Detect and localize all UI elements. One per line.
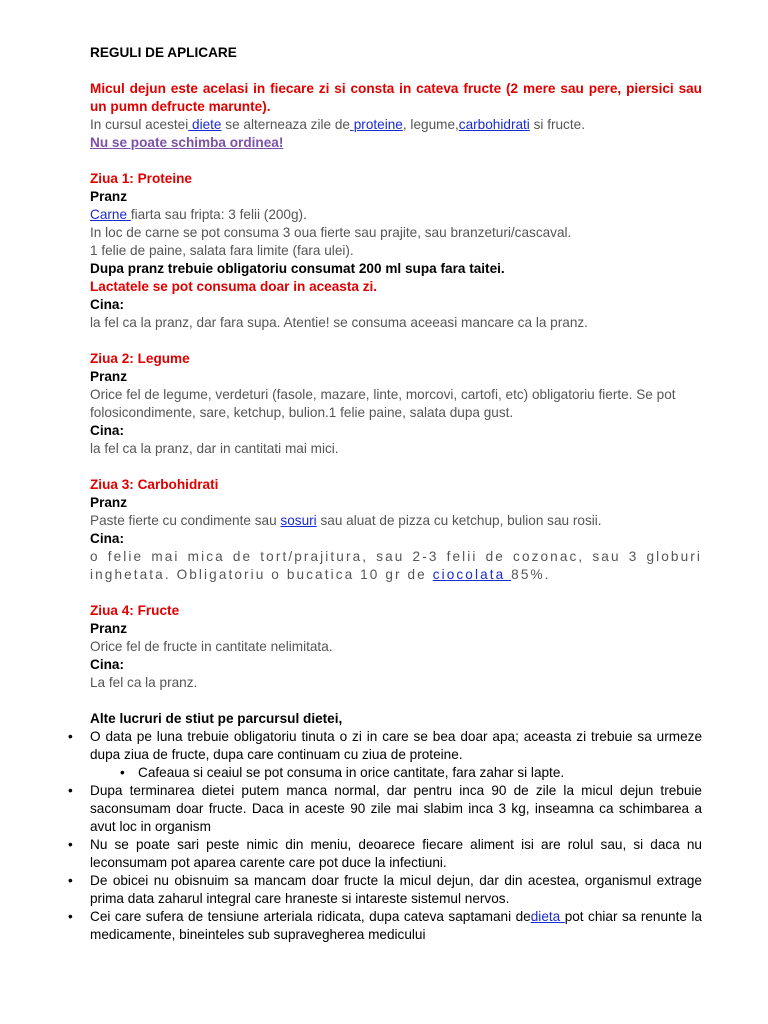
day3-cina-label: Cina:	[90, 531, 124, 546]
intro-alternation	[90, 116, 702, 134]
sub-list	[90, 764, 702, 782]
page-title: REGULI DE APLICARE	[90, 45, 237, 60]
link-carne[interactable]: Carne	[90, 207, 131, 222]
day2-cina: la fel ca la pranz, dar in cantitati mai mici.	[90, 441, 339, 456]
day3-text: sau aluat de pizza cu ketchup, bulion sau rosii.	[316, 513, 602, 528]
list-item-text: pot chiar sa renunte la medicamente, bineinteles sub supravegherea medicului	[90, 909, 702, 942]
intro-breakfast-rule: Micul dejun este acelasi in fiecare zi si consta in cateva fructe (2 mere sau pere, piersici sau un pumn defructe marunte).	[90, 81, 702, 114]
day3-cina	[90, 548, 702, 584]
other-list	[90, 728, 702, 944]
day3-pranz	[90, 512, 702, 530]
other-heading: Alte lucruri de stiut pe parcursul dietei,	[90, 711, 343, 726]
link-sosuri[interactable]: sosuri	[280, 513, 317, 528]
intro-text: , legume,	[402, 117, 459, 132]
list-item	[90, 908, 702, 944]
link-dieta[interactable]: dieta	[530, 909, 565, 924]
document-page	[90, 44, 702, 944]
day4-pranz-label: Pranz	[90, 621, 128, 636]
day4-cina: La fel ca la pranz.	[90, 675, 198, 690]
day1-soup-rule: Dupa pranz trebuie obligatoriu consumat 200 ml supa fara taitei.	[90, 261, 505, 276]
day1-cina-label: Cina:	[90, 297, 124, 312]
day1-line-2: In loc de carne se pot consuma 3 oua fierte sau prajite, sau branzeturi/cascaval.	[90, 225, 572, 240]
day4-cina-label: Cina:	[90, 657, 124, 672]
list-item: • De obicei nu obisnuim sa mancam doar fructe la micul dejun, dar din acestea, organismul extrage prima data zaharul integral care hraneste si intareste sistemul nervos.	[90, 872, 702, 908]
list-item: • Cafeaua si ceaiul se pot consuma in orice cantitate, fara zahar si lapte.	[138, 764, 702, 782]
link-diete[interactable]: diete	[188, 117, 222, 132]
day3-pranz-label: Pranz	[90, 495, 128, 510]
intro-text: In cursul acestei	[90, 117, 189, 132]
day1-text: fiarta sau fripta: 3 felii (200g).	[130, 207, 307, 222]
day4-heading: Ziua 4: Fructe	[90, 603, 180, 618]
day1-meat-line	[90, 206, 702, 224]
day4-pranz: Orice fel de fructe in cantitate nelimitata.	[90, 639, 333, 654]
day3-heading: Ziua 3: Carbohidrati	[90, 477, 219, 492]
day2-pranz: Orice fel de legume, verdeturi (fasole, mazare, linte, morcovi, cartofi, etc) obligatoriu fierte. Se pot folosicondimente, sare, ketchup, bulion.1 felie paine, salata dupa gust.	[90, 387, 676, 420]
link-ciocolata[interactable]: ciocolata	[432, 567, 512, 582]
intro-text: se alterneaza zile de	[221, 117, 350, 132]
day1-dairy-rule: Lactatele se pot consuma doar in aceasta zi.	[90, 279, 378, 294]
day2-cina-label: Cina:	[90, 423, 124, 438]
list-item: • Nu se poate sari peste nimic din meniu, deoarece fiecare aliment isi are rolul sau, si daca nu leconsumam pot aparea carente care pot duce la infectiuni.	[90, 836, 702, 872]
list-item-text: O data pe luna trebuie obligatoriu tinuta o zi in care se bea doar apa; aceasta zi trebuie sa urmeze dupa ziua de fructe, dupa care continuam cu ziua de proteine.	[90, 729, 702, 762]
intro-text: si fructe.	[529, 117, 585, 132]
link-proteine[interactable]: proteine	[349, 117, 403, 132]
list-item-text: Cei care sufera de tensiune arteriala ridicata, dupa cateva saptamani de	[90, 909, 531, 924]
day1-heading: Ziua 1: Proteine	[90, 171, 192, 186]
day2-pranz-label: Pranz	[90, 369, 128, 384]
day2-heading: Ziua 2: Legume	[90, 351, 190, 366]
order-warning: Nu se poate schimba ordinea!	[90, 135, 284, 150]
list-item: • Dupa terminarea dietei putem manca normal, dar pentru inca 90 de zile la micul dejun trebuie saconsumam doar fructe. Daca in aceste 90 zile mai slabim inca 3 kg, inseamna ca schimbarea a avut loc in organism	[90, 782, 702, 836]
day3-cina-text: o felie mai mica de tort/prajitura, sau 2-3 felii de cozonac, sau 3 globuri inghetata. Obligatoriu o bucatica 10 gr de	[90, 549, 702, 582]
day3-cina-text: 85%.	[511, 567, 551, 582]
day1-line-3: 1 felie de paine, salata fara limite (fara ulei).	[90, 243, 354, 258]
list-item	[90, 728, 702, 782]
day1-cina: la fel ca la pranz, dar fara supa. Atentie! se consuma aceeasi mancare ca la pranz.	[90, 315, 588, 330]
link-carbohidrati[interactable]: carbohidrati	[458, 117, 530, 132]
day1-pranz-label: Pranz	[90, 189, 128, 204]
day3-text: Paste fierte cu condimente sau	[90, 513, 281, 528]
